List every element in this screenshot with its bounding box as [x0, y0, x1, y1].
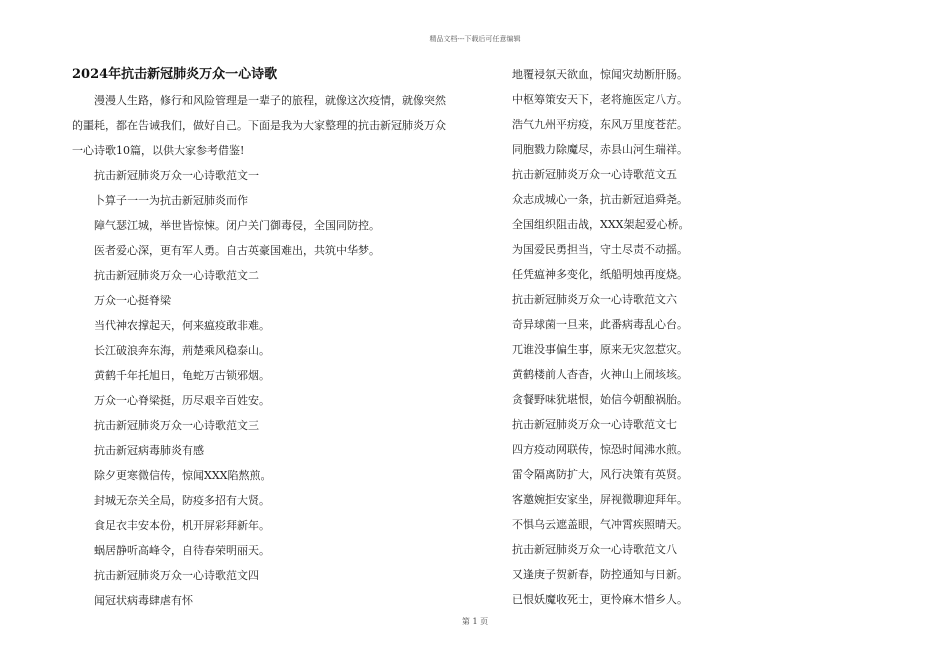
- text-line: 贪餐野味犹堪恨，始信今朝酿祸胎。: [512, 393, 688, 406]
- text-line: 障气瑟江城，举世皆惊悚。闭户关门御毒侵，全国同防控。: [94, 219, 380, 232]
- text-line: 食足衣丰安本份，机开屏彩拜新年。: [94, 519, 270, 532]
- text-line: 抗击新冠肺炎万众一心诗歌范文五: [512, 168, 677, 181]
- text-line: 闻冠状病毒肆虐有怀: [94, 594, 193, 607]
- text-line: 四方疫动网联传，惊恐时闻沸水煎。: [512, 443, 688, 456]
- text-line: 卜算子一一为抗击新冠肺炎而作: [94, 194, 248, 207]
- text-line: 全国组织阻击战，XXX架起爱心桥。: [512, 218, 690, 231]
- text-line: 长江破浪奔东海，荊楚乘风稳泰山。: [94, 344, 270, 357]
- text-line: 不惧乌云遮盖眼，气冲霄疾照晴天。: [512, 518, 688, 531]
- text-line: 抗击新冠病毒肺炎有感: [94, 444, 204, 457]
- text-line: 黄鹤楼前人杳杳，火神山上闹垓垓。: [512, 368, 688, 381]
- left-column: [72, 62, 456, 613]
- text-line: 奇异球菌一旦来，此番病毒乱心台。: [512, 318, 688, 331]
- text-line: 黄鹤千年托旭日，龟蛇万古锁邪烟。: [94, 369, 270, 382]
- text-line: 地覆祲氛天欲血，惊闻灾劫断肝肠。: [512, 68, 688, 81]
- document-title: 2024年抗击新冠肺炎万众一心诗歌: [72, 67, 278, 82]
- page-number: 第 1 页: [461, 617, 489, 626]
- text-line: 同胞戮力除魔尽，赤县山河生瑞祥。: [512, 143, 688, 156]
- text-line: 客邀婉拒安家坐，屏视微聊迎拜年。: [512, 493, 688, 506]
- text-line: 抗击新冠肺炎万众一心诗歌范文七: [512, 418, 677, 431]
- right-column: [512, 62, 696, 612]
- text-line: 抗击新冠肺炎万众一心诗歌范文三: [94, 419, 259, 432]
- text-line: 抗击新冠肺炎万众一心诗歌范文二: [94, 269, 259, 282]
- text-line: 抗击新冠肺炎万众一心诗歌范文八: [512, 543, 677, 556]
- text-line: 医者爱心深，更有军人勇。自古英豪国难出，共筑中华梦。: [94, 244, 380, 257]
- text-line: 已恨妖魔收死士，更怜麻木惜乡人。: [512, 593, 688, 606]
- text-line: 万众一心挺脊梁: [94, 294, 171, 307]
- intro-paragraph: 漫漫人生路，修行和风险管理是一辈子的旅程，就像这次疫情，就像突然的噩耗，都在告诫我们，做好自己。下面是我为大家整理的抗击新冠肺炎万众一心诗歌10篇，以供大家参考借鉴!: [72, 94, 446, 157]
- text-line: 任凭瘟神多变化，纸船明烛再度烧。: [512, 268, 688, 281]
- text-line: 浩气九州平疠疫，东风万里度苍茫。: [512, 118, 688, 131]
- text-line: 万众一心脊梁挺，历尽艰辛百姓安。: [94, 394, 270, 407]
- text-line: 蜗居静听高峰令，自待春荣明丽天。: [94, 544, 270, 557]
- text-line: 抗击新冠肺炎万众一心诗歌范文四: [94, 569, 259, 582]
- text-line: 除夕更寒微信传，惊闻XXX陷熬煎。: [94, 469, 272, 482]
- text-line: 为国爱民勇担当，守土尽责不动摇。: [512, 243, 688, 256]
- text-line: 众志成城心一条，抗击新冠追舜尧。: [512, 193, 688, 206]
- text-line: 抗击新冠肺炎万众一心诗歌范文一: [94, 169, 259, 182]
- text-line: 封城无奈关全局，防疫多招有大贤。: [94, 494, 270, 507]
- text-line: 中枢筹策安天下，老将施医定八方。: [512, 93, 688, 106]
- text-line: 当代神农撑起天，何来瘟疫敢非难。: [94, 319, 270, 332]
- text-line: 抗击新冠肺炎万众一心诗歌范文六: [512, 293, 677, 306]
- page-header: 精品文档---下载后可任意编辑: [429, 35, 521, 43]
- text-line: 兀谁没事偏生事，原来无灾忽惹灾。: [512, 343, 688, 356]
- text-line: 又逢庚子贺新春，防控通知与日新。: [512, 568, 688, 581]
- left-lines: [72, 163, 456, 613]
- text-line: 雷令隔离防扩大，风行决策有英贤。: [512, 468, 688, 481]
